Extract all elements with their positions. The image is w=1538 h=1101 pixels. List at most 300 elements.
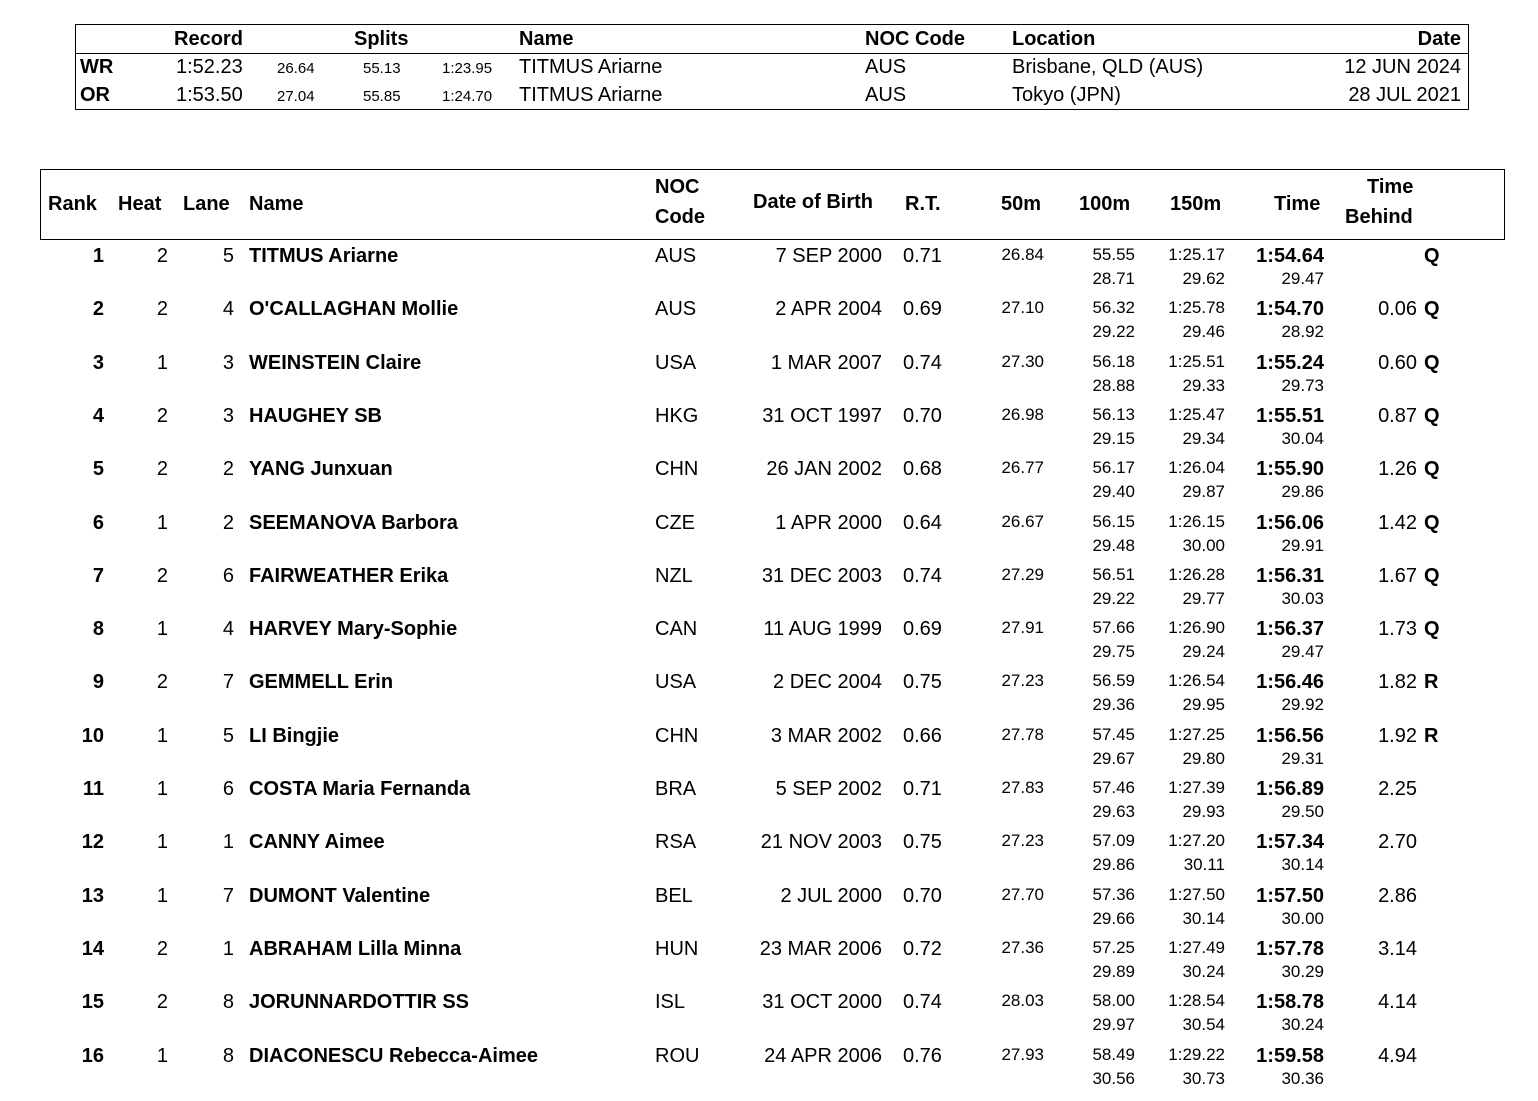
- result-noc: USA: [655, 671, 697, 694]
- result-s200: 28.92: [1281, 322, 1324, 342]
- result-time: 1:57.50: [1256, 884, 1324, 907]
- result-time: 1:56.31: [1256, 564, 1324, 587]
- result-dob: 3 MAR 2002: [770, 724, 882, 747]
- result-name: DUMONT Valentine: [249, 884, 431, 907]
- result-s150: 29.34: [1182, 428, 1225, 448]
- result-lane: 1: [222, 831, 234, 854]
- record-date: 12 JUN 2024: [1344, 56, 1461, 78]
- result-noc: HUN: [655, 937, 699, 960]
- result-time: 1:54.70: [1256, 298, 1324, 321]
- result-dob: 26 JAN 2002: [766, 458, 882, 481]
- result-dob: 1 MAR 2007: [770, 351, 882, 374]
- result-time: 1:56.56: [1256, 724, 1324, 747]
- records-table: [75, 24, 1469, 110]
- result-s100: 29.40: [1092, 482, 1135, 502]
- result-behind: 1.92: [1378, 724, 1417, 747]
- result-row: [0, 776, 1538, 829]
- result-dob: 2 DEC 2004: [773, 671, 882, 694]
- record-time: 1:53.50: [176, 84, 243, 106]
- records-header-noc: NOC Code: [865, 28, 965, 50]
- result-dob: 31 OCT 1997: [762, 404, 882, 427]
- result-rank: 1: [92, 245, 104, 267]
- result-qualifier: Q: [1424, 351, 1440, 374]
- result-noc: ISL: [655, 991, 686, 1014]
- result-heat: 2: [156, 245, 168, 267]
- result-qualifier: Q: [1424, 511, 1440, 534]
- result-behind: 0.87: [1378, 404, 1417, 427]
- result-m50: 26.84: [1001, 245, 1044, 264]
- result-m150: 1:26.15: [1168, 511, 1225, 531]
- result-noc: CZE: [655, 511, 695, 534]
- result-name: HARVEY Mary-Sophie: [249, 618, 458, 641]
- result-m50: 27.10: [1001, 298, 1044, 318]
- result-noc: CHN: [655, 458, 699, 481]
- result-s100: 29.67: [1092, 748, 1135, 768]
- result-row: [0, 616, 1538, 669]
- result-time: 1:57.78: [1256, 937, 1324, 960]
- result-s150: 29.24: [1182, 642, 1225, 662]
- result-m100: 57.45: [1092, 724, 1135, 744]
- result-rt: 0.71: [903, 245, 942, 267]
- result-s150: 29.95: [1182, 695, 1225, 715]
- result-behind: 1.73: [1378, 618, 1417, 641]
- result-s100: 28.88: [1092, 375, 1135, 395]
- result-behind: 1.67: [1378, 564, 1417, 587]
- result-qualifier: Q: [1424, 618, 1440, 641]
- result-dob: 21 NOV 2003: [760, 831, 882, 854]
- result-m100: 56.15: [1092, 511, 1135, 531]
- result-s100: 29.89: [1092, 961, 1135, 981]
- result-behind: 2.25: [1378, 778, 1417, 800]
- result-m150: 1:28.54: [1168, 991, 1225, 1011]
- result-m100: 57.09: [1092, 831, 1135, 851]
- result-m150: 1:29.22: [1168, 1044, 1225, 1064]
- result-lane: 5: [222, 245, 234, 267]
- result-m100: 56.51: [1092, 564, 1135, 584]
- result-m150: 1:25.78: [1168, 298, 1225, 318]
- result-lane: 4: [222, 298, 234, 321]
- result-noc: AUS: [655, 298, 697, 321]
- result-rank: 13: [81, 884, 104, 907]
- result-behind: 1.42: [1378, 511, 1417, 534]
- result-time: 1:57.34: [1256, 831, 1324, 854]
- record-time: 1:52.23: [176, 56, 243, 78]
- result-dob: 7 SEP 2000: [775, 245, 882, 267]
- result-rt: 0.75: [903, 831, 942, 854]
- result-row: [0, 1043, 1538, 1096]
- result-heat: 2: [156, 404, 168, 427]
- result-m150: 1:27.39: [1168, 778, 1225, 797]
- result-m100: 56.32: [1092, 298, 1135, 318]
- result-m150: 1:25.17: [1168, 245, 1225, 264]
- result-noc: RSA: [655, 831, 697, 854]
- result-s200: 29.47: [1281, 269, 1324, 288]
- result-m50: 27.23: [1001, 831, 1044, 851]
- result-name: DIACONESCU Rebecca-Aimee: [249, 1044, 538, 1067]
- result-name: FAIRWEATHER Erika: [249, 564, 449, 587]
- result-row: [0, 243, 1538, 296]
- result-m50: 27.83: [1001, 778, 1044, 797]
- result-behind: 4.94: [1378, 1044, 1417, 1067]
- result-behind: 1.82: [1378, 671, 1417, 694]
- result-lane: 7: [222, 884, 234, 907]
- result-m50: 26.98: [1001, 404, 1044, 424]
- result-s200: 29.92: [1281, 695, 1324, 715]
- result-qualifier: R: [1424, 671, 1439, 694]
- result-rank: 5: [92, 458, 104, 481]
- result-rt: 0.74: [903, 351, 942, 374]
- result-lane: 2: [222, 458, 234, 481]
- result-heat: 1: [156, 618, 168, 641]
- result-rt: 0.75: [903, 671, 942, 694]
- result-s200: 30.04: [1281, 428, 1324, 448]
- result-noc: CAN: [655, 618, 698, 641]
- result-time: 1:55.90: [1256, 458, 1324, 481]
- col-time: Time: [1274, 193, 1321, 215]
- record-noc: AUS: [865, 56, 907, 78]
- result-noc: CHN: [655, 724, 699, 747]
- col-150m: 150m: [1170, 193, 1222, 215]
- result-name: JORUNNARDOTTIR SS: [249, 991, 470, 1014]
- col-behind-line1: Time: [1367, 176, 1414, 198]
- result-time: 1:56.89: [1256, 778, 1324, 800]
- col-rt: R.T.: [905, 193, 941, 215]
- result-m150: 1:26.28: [1168, 564, 1225, 584]
- result-s200: 30.00: [1281, 908, 1324, 928]
- result-s100: 29.22: [1092, 322, 1135, 342]
- result-row: [0, 883, 1538, 936]
- result-s200: 29.47: [1281, 642, 1324, 662]
- result-m150: 1:27.20: [1168, 831, 1225, 851]
- result-s100: 29.48: [1092, 535, 1135, 555]
- result-noc: HKG: [655, 404, 699, 427]
- result-s100: 28.71: [1092, 269, 1135, 288]
- result-m150: 1:26.54: [1168, 671, 1225, 691]
- result-qualifier: Q: [1424, 404, 1440, 427]
- result-lane: 5: [222, 724, 234, 747]
- result-heat: 2: [156, 937, 168, 960]
- result-s200: 30.24: [1281, 1015, 1324, 1035]
- col-50m: 50m: [1001, 193, 1042, 215]
- result-s200: 30.36: [1281, 1068, 1324, 1088]
- result-s200: 29.73: [1281, 375, 1324, 395]
- result-qualifier: Q: [1424, 298, 1440, 321]
- result-lane: 8: [222, 991, 234, 1014]
- record-date: 28 JUL 2021: [1348, 84, 1461, 106]
- result-m50: 27.70: [1001, 884, 1044, 904]
- result-heat: 2: [156, 298, 168, 321]
- result-s150: 30.00: [1182, 535, 1225, 555]
- result-qualifier: R: [1424, 724, 1439, 747]
- result-s150: 29.87: [1182, 482, 1225, 502]
- result-name: ABRAHAM Lilla Minna: [249, 937, 462, 960]
- result-name: WEINSTEIN Claire: [249, 351, 422, 374]
- result-time: 1:55.24: [1256, 351, 1324, 374]
- result-s100: 29.86: [1092, 855, 1135, 875]
- result-dob: 24 APR 2006: [764, 1044, 882, 1067]
- result-rank: 8: [92, 618, 104, 641]
- result-s150: 29.77: [1182, 588, 1225, 608]
- result-m100: 56.59: [1092, 671, 1135, 691]
- col-noc-line2: Code: [655, 206, 705, 228]
- record-type: WR: [80, 56, 114, 78]
- result-row: [0, 563, 1538, 616]
- result-dob: 23 MAR 2006: [759, 937, 882, 960]
- record-row-or: [76, 84, 1468, 112]
- result-rank: 10: [81, 724, 104, 747]
- result-heat: 1: [156, 724, 168, 747]
- result-m50: 27.30: [1001, 351, 1044, 371]
- result-m50: 27.91: [1001, 618, 1044, 638]
- result-dob: 2 APR 2004: [775, 298, 882, 321]
- result-rank: 15: [81, 991, 104, 1014]
- result-row: [0, 510, 1538, 563]
- result-s200: 30.29: [1281, 961, 1324, 981]
- result-behind: 4.14: [1378, 991, 1417, 1014]
- col-100m: 100m: [1079, 193, 1131, 215]
- result-rt: 0.74: [903, 564, 942, 587]
- result-m50: 26.77: [1001, 458, 1044, 478]
- record-location: Brisbane, QLD (AUS): [1012, 56, 1204, 78]
- result-s150: 30.14: [1182, 908, 1225, 928]
- record-split-50: 26.64: [277, 60, 315, 77]
- result-s100: 29.63: [1092, 802, 1135, 821]
- result-dob: 1 APR 2000: [775, 511, 882, 534]
- record-split-50: 27.04: [277, 88, 315, 105]
- result-s150: 29.62: [1182, 269, 1225, 288]
- result-row: [0, 669, 1538, 722]
- result-name: TITMUS Ariarne: [249, 245, 399, 267]
- record-row-wr: [76, 56, 1468, 84]
- result-s100: 30.56: [1092, 1068, 1135, 1088]
- result-s150: 30.11: [1183, 855, 1225, 875]
- record-split-100: 55.13: [363, 60, 401, 77]
- result-time: 1:56.06: [1256, 511, 1324, 534]
- result-heat: 1: [156, 831, 168, 854]
- result-rank: 11: [82, 778, 104, 800]
- result-rt: 0.71: [903, 778, 942, 800]
- results-header: [40, 169, 1505, 240]
- result-m150: 1:25.47: [1168, 404, 1225, 424]
- result-dob: 31 OCT 2000: [762, 991, 882, 1014]
- result-s150: 30.73: [1182, 1068, 1225, 1088]
- result-rt: 0.68: [903, 458, 942, 481]
- result-rt: 0.64: [903, 511, 942, 534]
- result-m50: 26.67: [1001, 511, 1044, 531]
- result-m100: 56.18: [1092, 351, 1135, 371]
- record-type: OR: [80, 84, 110, 106]
- record-split-150: 1:23.95: [442, 60, 493, 77]
- result-name: CANNY Aimee: [249, 831, 385, 854]
- result-s150: 29.33: [1182, 375, 1225, 395]
- result-m100: 57.25: [1092, 937, 1135, 957]
- result-rank: 14: [81, 937, 104, 960]
- result-behind: 3.14: [1378, 937, 1417, 960]
- result-dob: 2 JUL 2000: [780, 884, 882, 907]
- result-dob: 11 AUG 1999: [763, 618, 882, 641]
- result-s200: 29.50: [1281, 802, 1324, 821]
- result-rt: 0.69: [903, 618, 942, 641]
- result-s200: 30.03: [1281, 588, 1324, 608]
- col-heat: Heat: [118, 193, 162, 215]
- result-s150: 29.93: [1182, 802, 1225, 821]
- result-rank: 7: [92, 564, 104, 587]
- result-lane: 3: [222, 351, 234, 374]
- result-heat: 1: [156, 778, 168, 800]
- result-m50: 27.23: [1001, 671, 1044, 691]
- result-rt: 0.72: [903, 937, 942, 960]
- result-lane: 2: [222, 511, 234, 534]
- result-row: [0, 723, 1538, 776]
- record-name: TITMUS Ariarne: [519, 84, 663, 106]
- result-row: [0, 456, 1538, 509]
- result-dob: 5 SEP 2002: [775, 778, 882, 800]
- records-header-divider: [76, 53, 1468, 54]
- result-m100: 57.46: [1092, 778, 1135, 797]
- result-s100: 29.36: [1092, 695, 1135, 715]
- result-rt: 0.70: [903, 884, 942, 907]
- result-name: COSTA Maria Fernanda: [249, 778, 471, 800]
- result-behind: 1.26: [1378, 458, 1417, 481]
- result-name: O'CALLAGHAN Mollie: [249, 298, 459, 321]
- result-m50: 27.93: [1001, 1044, 1044, 1064]
- col-rank: Rank: [48, 193, 97, 215]
- result-s100: 29.75: [1092, 642, 1135, 662]
- records-header-splits: Splits: [354, 28, 409, 50]
- result-m50: 27.78: [1001, 724, 1044, 744]
- record-split-100: 55.85: [363, 88, 401, 105]
- result-row: [0, 350, 1538, 403]
- result-qualifier: Q: [1424, 245, 1440, 267]
- result-heat: 1: [156, 511, 168, 534]
- result-m150: 1:26.04: [1168, 458, 1225, 478]
- result-m100: 58.00: [1092, 991, 1135, 1011]
- result-row: [0, 403, 1538, 456]
- result-lane: 6: [222, 564, 234, 587]
- result-time: 1:58.78: [1256, 991, 1324, 1014]
- record-split-150: 1:24.70: [442, 88, 493, 105]
- result-rank: 9: [92, 671, 104, 694]
- result-behind: 2.70: [1378, 831, 1417, 854]
- result-lane: 1: [222, 937, 234, 960]
- result-s100: 29.22: [1092, 588, 1135, 608]
- result-lane: 8: [222, 1044, 234, 1067]
- result-lane: 6: [222, 778, 234, 800]
- result-s100: 29.97: [1092, 1015, 1135, 1035]
- result-name: YANG Junxuan: [249, 458, 393, 481]
- records-header-name: Name: [519, 28, 574, 50]
- result-m150: 1:26.90: [1168, 618, 1225, 638]
- record-location: Tokyo (JPN): [1012, 84, 1121, 106]
- result-m100: 57.36: [1092, 884, 1135, 904]
- result-lane: 3: [222, 404, 234, 427]
- result-m50: 27.29: [1001, 564, 1044, 584]
- result-m150: 1:27.25: [1168, 724, 1225, 744]
- result-rank: 6: [92, 511, 104, 534]
- result-dob: 31 DEC 2003: [761, 564, 882, 587]
- result-m150: 1:27.49: [1168, 937, 1225, 957]
- result-s200: 29.91: [1281, 535, 1324, 555]
- result-m50: 28.03: [1001, 991, 1044, 1011]
- result-s150: 29.80: [1182, 748, 1225, 768]
- result-noc: BRA: [655, 778, 697, 800]
- result-rank: 4: [92, 404, 104, 427]
- result-rt: 0.70: [903, 404, 942, 427]
- result-noc: BEL: [655, 884, 693, 907]
- col-lane: Lane: [183, 193, 230, 215]
- result-noc: NZL: [655, 564, 693, 587]
- result-m50: 27.36: [1001, 937, 1044, 957]
- result-heat: 1: [156, 884, 168, 907]
- result-s200: 30.14: [1281, 855, 1324, 875]
- result-qualifier: Q: [1424, 458, 1440, 481]
- result-noc: ROU: [655, 1044, 700, 1067]
- result-rt: 0.69: [903, 298, 942, 321]
- result-name: HAUGHEY SB: [249, 404, 382, 427]
- result-row: [0, 296, 1538, 349]
- result-name: SEEMANOVA Barbora: [249, 511, 458, 534]
- result-heat: 2: [156, 991, 168, 1014]
- result-s150: 30.54: [1182, 1015, 1225, 1035]
- result-lane: 7: [222, 671, 234, 694]
- records-header-location: Location: [1012, 28, 1096, 50]
- result-rt: 0.74: [903, 991, 942, 1014]
- result-qualifier: Q: [1424, 564, 1440, 587]
- col-noc-line1: NOC: [655, 176, 700, 198]
- result-noc: USA: [655, 351, 697, 374]
- result-s100: 29.15: [1092, 428, 1135, 448]
- result-m150: 1:25.51: [1168, 351, 1225, 371]
- result-rt: 0.76: [903, 1044, 942, 1067]
- result-behind: 0.60: [1378, 351, 1417, 374]
- result-heat: 2: [156, 458, 168, 481]
- result-name: LI Bingjie: [249, 724, 339, 747]
- result-s150: 30.24: [1182, 961, 1225, 981]
- result-m100: 56.13: [1092, 404, 1135, 424]
- result-rank: 2: [92, 298, 104, 321]
- result-heat: 2: [156, 564, 168, 587]
- result-time: 1:59.58: [1256, 1044, 1324, 1067]
- col-dob: Date of Birth: [753, 191, 873, 213]
- result-lane: 4: [222, 618, 234, 641]
- result-s200: 29.31: [1281, 748, 1324, 768]
- result-s150: 29.46: [1182, 322, 1225, 342]
- record-name: TITMUS Ariarne: [519, 56, 663, 78]
- result-rank: 16: [81, 1044, 104, 1067]
- result-rt: 0.66: [903, 724, 942, 747]
- result-row: [0, 989, 1538, 1042]
- result-m150: 1:27.50: [1168, 884, 1225, 904]
- result-m100: 56.17: [1092, 458, 1135, 478]
- result-m100: 58.49: [1092, 1044, 1135, 1064]
- result-heat: 1: [156, 351, 168, 374]
- result-time: 1:56.37: [1256, 618, 1324, 641]
- result-s200: 29.86: [1281, 482, 1324, 502]
- result-behind: 0.06: [1378, 298, 1417, 321]
- result-rank: 3: [92, 351, 104, 374]
- col-name: Name: [249, 193, 304, 215]
- result-heat: 2: [156, 671, 168, 694]
- result-time: 1:56.46: [1256, 671, 1324, 694]
- records-header-date: Date: [1417, 28, 1461, 50]
- result-m100: 55.55: [1092, 245, 1135, 264]
- record-noc: AUS: [865, 84, 907, 106]
- records-header-record: Record: [174, 28, 243, 50]
- col-behind-line2: Behind: [1345, 206, 1413, 228]
- result-heat: 1: [156, 1044, 168, 1067]
- result-m100: 57.66: [1092, 618, 1135, 638]
- result-s100: 29.66: [1092, 908, 1135, 928]
